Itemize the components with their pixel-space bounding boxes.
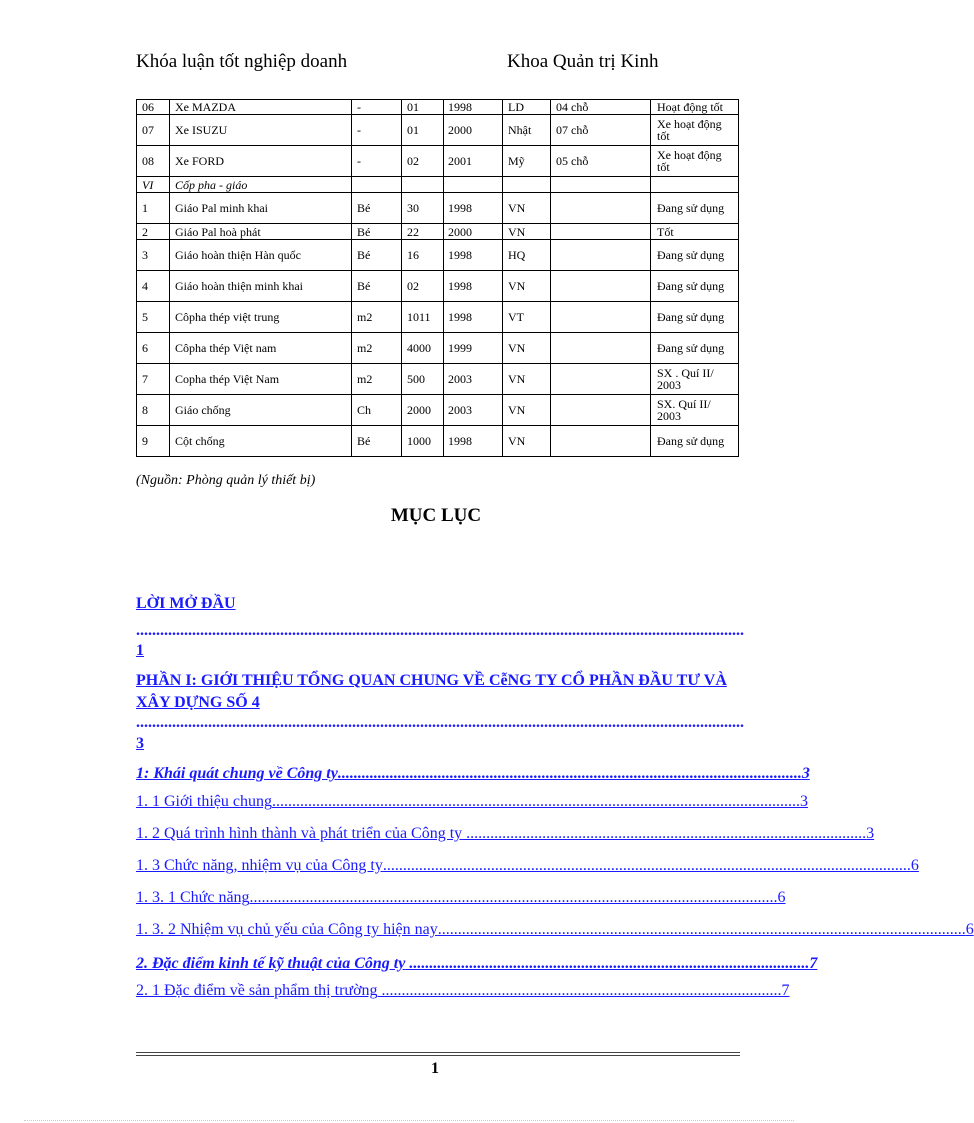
toc-entry-phan-1-dots[interactable]: ........................................................................................................................................................ <box>136 714 744 731</box>
table-cell: HQ <box>503 240 551 271</box>
header-left: Khóa luận tốt nghiệp doanh <box>136 51 348 72</box>
table-cell: Đang sử dụng <box>651 333 739 364</box>
table-cell <box>402 177 444 193</box>
table-cell: 1998 <box>444 302 503 333</box>
table-cell: 30 <box>402 193 444 224</box>
toc-entry-loi-mo-dau[interactable]: LỜI MỞ ĐẦU <box>136 595 236 612</box>
source-note: (Nguồn: Phòng quản lý thiết bị) <box>136 473 316 488</box>
table-cell: 2000 <box>444 224 503 240</box>
table-cell: 05 chỗ <box>551 146 651 177</box>
table-cell: VN <box>503 395 551 426</box>
equipment-table <box>136 99 739 457</box>
table-cell: Đang sử dụng <box>651 426 739 457</box>
table-cell: 07 <box>137 115 170 146</box>
table-cell: Bé <box>352 240 402 271</box>
table-cell: Đang sử dụng <box>651 193 739 224</box>
table-cell: 02 <box>402 146 444 177</box>
table-cell: Bé <box>352 224 402 240</box>
table-cell <box>551 333 651 364</box>
table-cell: 07 chỗ <box>551 115 651 146</box>
table-cell <box>352 177 402 193</box>
table-row <box>137 364 739 395</box>
table-cell: 6 <box>137 333 170 364</box>
table-cell: 06 <box>137 100 170 115</box>
table-row <box>137 193 739 224</box>
table-cell: 5 <box>137 302 170 333</box>
table-cell: Xe hoạt động tốt <box>651 146 739 177</box>
table-cell: 1 <box>137 193 170 224</box>
table-cell: Ch <box>352 395 402 426</box>
table-cell: - <box>352 100 402 115</box>
table-cell: Bé <box>352 426 402 457</box>
table-cell: 2000 <box>444 115 503 146</box>
table-cell: Cột chống <box>170 426 352 457</box>
table-row <box>137 177 739 193</box>
table-cell: 8 <box>137 395 170 426</box>
table-cell: 4000 <box>402 333 444 364</box>
table-cell: 2 <box>137 224 170 240</box>
table-cell: 1998 <box>444 240 503 271</box>
table-cell <box>551 302 651 333</box>
table-cell: SX. Quí II/ 2003 <box>651 395 739 426</box>
table-row <box>137 100 739 115</box>
table-cell: Bé <box>352 271 402 302</box>
table-cell: 1998 <box>444 271 503 302</box>
table-cell: 3 <box>137 240 170 271</box>
table-cell: Mỹ <box>503 146 551 177</box>
table-cell: 04 chỗ <box>551 100 651 115</box>
table-cell: 4 <box>137 271 170 302</box>
table-cell: Giáo hoàn thiện minh khai <box>170 271 352 302</box>
table-cell: - <box>352 115 402 146</box>
table-cell: Giáo Pal hoà phát <box>170 224 352 240</box>
table-cell <box>551 193 651 224</box>
page-edge <box>24 1120 794 1121</box>
table-cell: 500 <box>402 364 444 395</box>
toc-entry-1-3-2[interactable]: 1. 3. 2 Nhiệm vụ chủ yếu của Công ty hiện nay .................................................................................................................................... 6 <box>136 921 974 938</box>
table-cell: 01 <box>402 115 444 146</box>
table-cell: 08 <box>137 146 170 177</box>
table-cell: 22 <box>402 224 444 240</box>
table-cell: Đang sử dụng <box>651 302 739 333</box>
toc-entry-2[interactable]: 2. Đặc điểm kinh tế kỹ thuật của Công ty .................................................................................................... 7 <box>136 955 818 972</box>
table-cell: Côpha thép việt trung <box>170 302 352 333</box>
table-cell: m2 <box>352 364 402 395</box>
toc-entry-1-3[interactable]: 1. 3 Chức năng, nhiệm vụ của Công ty .................................................................................................................................... 6 <box>136 857 919 874</box>
page-number: 1 <box>431 1060 439 1077</box>
table-cell: LD <box>503 100 551 115</box>
table-cell: SX . Quí II/ 2003 <box>651 364 739 395</box>
table-cell: Hoạt động tốt <box>651 100 739 115</box>
table-cell: VN <box>503 271 551 302</box>
table-cell <box>551 224 651 240</box>
toc-entry-loi-mo-dau-dots[interactable]: ........................................................................................................................................................ <box>136 622 744 639</box>
toc-entry-phan-1-page[interactable]: 3 <box>136 735 144 752</box>
table-cell: 2003 <box>444 395 503 426</box>
table-cell: 2000 <box>402 395 444 426</box>
table-cell: 1998 <box>444 100 503 115</box>
table-cell: Đang sử dụng <box>651 271 739 302</box>
table-cell: Xe MAZDA <box>170 100 352 115</box>
table-row <box>137 240 739 271</box>
table-cell: Bé <box>352 193 402 224</box>
table-cell <box>551 271 651 302</box>
table-cell: Xe hoạt động tốt <box>651 115 739 146</box>
table-cell: - <box>352 146 402 177</box>
table-cell: VN <box>503 426 551 457</box>
table-cell <box>503 177 551 193</box>
toc-entry-1-2[interactable]: 1. 2 Quá trình hình thành và phát triển của Công ty .................................................................................................... 3 <box>136 825 875 842</box>
table-cell: VI <box>137 177 170 193</box>
table-cell: 1000 <box>402 426 444 457</box>
toc-entry-loi-mo-dau-page[interactable]: 1 <box>136 642 144 659</box>
toc-entry-phan-1[interactable]: PHẦN I: GIỚI THIỆU TỔNG QUAN CHUNG VỀ CễNG TY CỔ PHẦN ĐẦU TƯ VÀ XÂY DỰNG SỐ 4 <box>136 672 727 711</box>
table-cell: Copha thép Việt Nam <box>170 364 352 395</box>
table-cell: m2 <box>352 333 402 364</box>
table-cell: VN <box>503 364 551 395</box>
table-cell: VT <box>503 302 551 333</box>
table-cell: Tốt <box>651 224 739 240</box>
table-cell <box>444 177 503 193</box>
table-row <box>137 115 739 146</box>
table-cell: Nhật <box>503 115 551 146</box>
table-cell: m2 <box>352 302 402 333</box>
table-cell <box>651 177 739 193</box>
table-cell: 16 <box>402 240 444 271</box>
table-cell <box>551 426 651 457</box>
table-cell: 9 <box>137 426 170 457</box>
table-cell: 02 <box>402 271 444 302</box>
table-cell: 2003 <box>444 364 503 395</box>
table-cell: 7 <box>137 364 170 395</box>
table-cell <box>551 364 651 395</box>
table-cell: 01 <box>402 100 444 115</box>
table-cell: Giáo Pal minh khai <box>170 193 352 224</box>
table-row <box>137 426 739 457</box>
table-cell: Xe FORD <box>170 146 352 177</box>
table-row <box>137 333 739 364</box>
table-cell: VN <box>503 333 551 364</box>
table-cell: 1999 <box>444 333 503 364</box>
table-row <box>137 395 739 426</box>
table-cell: VN <box>503 224 551 240</box>
toc-entry-1-1[interactable]: 1. 1 Giới thiệu chung .................................................................................................................................... 3 <box>136 793 808 810</box>
table-cell: Giáo hoàn thiện Hàn quốc <box>170 240 352 271</box>
toc-entry-1[interactable]: 1: Khái quát chung về Công ty .................................................................................................................... 3 <box>136 765 810 782</box>
toc-entry-2-1[interactable]: 2. 1 Đặc điểm về sản phẩm thị trường .................................................................................................... 7 <box>136 982 790 999</box>
footer-rule-top <box>136 1052 740 1053</box>
table-cell <box>551 240 651 271</box>
table-cell: 2001 <box>444 146 503 177</box>
toc-title: MỤC LỤC <box>390 505 482 526</box>
table-row <box>137 302 739 333</box>
table-cell: Đang sử dụng <box>651 240 739 271</box>
table-cell <box>551 395 651 426</box>
table-cell: 1998 <box>444 193 503 224</box>
table-row <box>137 146 739 177</box>
table-cell: VN <box>503 193 551 224</box>
table-row <box>137 224 739 240</box>
table-cell: 1998 <box>444 426 503 457</box>
table-cell: Xe ISUZU <box>170 115 352 146</box>
table-cell: 1011 <box>402 302 444 333</box>
table-row <box>137 271 739 302</box>
footer-rule-bottom <box>136 1055 740 1056</box>
toc-entry-1-3-1[interactable]: 1. 3. 1 Chức năng .................................................................................................................................... 6 <box>136 889 786 906</box>
table-cell: Cốp pha - giáo <box>170 177 352 193</box>
table-cell: Giáo chống <box>170 395 352 426</box>
table-cell: Côpha thép Việt nam <box>170 333 352 364</box>
header-right: Khoa Quản trị Kinh <box>507 51 659 72</box>
table-cell <box>551 177 651 193</box>
